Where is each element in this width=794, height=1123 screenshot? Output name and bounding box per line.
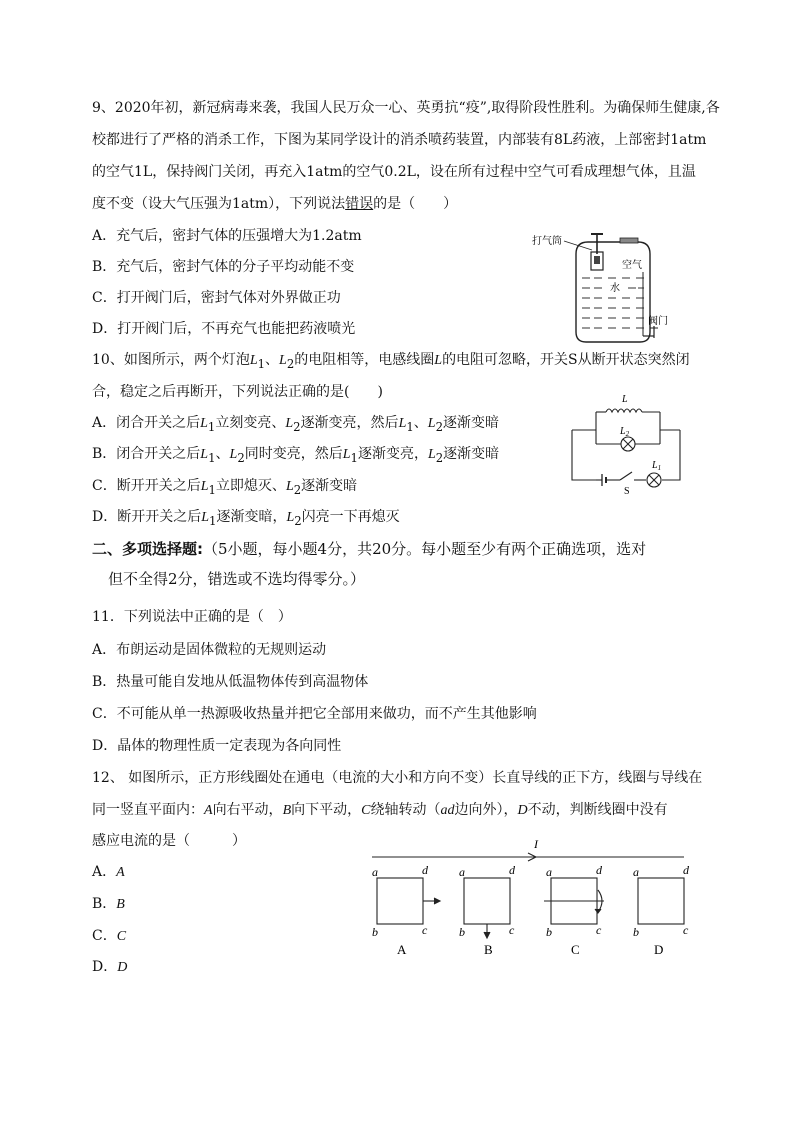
q11-option-b: B．热量可能自发地从低温物体传到高温物体 — [92, 674, 369, 690]
q12-option-b: B．B — [92, 896, 125, 912]
valve-label: 阀门 — [648, 316, 668, 327]
q12-line-3: 感应电流的是（ ） — [92, 833, 246, 849]
svg-text:b: b — [546, 925, 552, 939]
q10-option-c: C．断开开关之后$L_1$立即熄灭、$L_2$逐渐变暗 — [92, 478, 358, 497]
q10-option-a: A．闭合开关之后$L_1$立刻变亮、$L_2$逐渐变亮，然后$L_1$、$L_2$逐渐变暗 — [92, 415, 499, 434]
svg-text:c: c — [509, 923, 515, 937]
section-desc: （5小题，每小题4分，共20分。每小题至少有两个正确选项，选对 — [203, 540, 647, 558]
caption-b: B — [484, 942, 493, 957]
q9-line-4: 度不变（设大气压强为1atm），下列说法错误的是（ ） — [92, 196, 458, 212]
spray-device-figure — [528, 228, 678, 350]
q9-line-3: 的空气1L，保持阀门关闭，再充入1atm的空气0.2L，设在所有过程中空气可看成理想气体，且温 — [92, 164, 696, 180]
q10-option-d: D．断开开关之后$L_1$逐渐变暗，$L_2$闪亮一下再熄灭 — [92, 509, 400, 528]
current-label: I — [534, 837, 538, 851]
svg-text:c: c — [596, 923, 602, 937]
inductor-label: L — [622, 394, 628, 405]
q11-stem: 11．下列说法中正确的是（ ） — [92, 609, 292, 625]
q12-line-1: 12、 如图所示，正方形线圈处在通电（电流的大小和方向不变）长直导线的正下方，线圈与导线在 — [92, 770, 703, 786]
q12-option-c: C．C — [92, 928, 127, 944]
svg-text:a: a — [372, 865, 378, 879]
switch-label: S — [624, 486, 630, 497]
caption-a: A — [397, 942, 407, 957]
caption-d: D — [654, 942, 664, 957]
svg-text:c: c — [683, 923, 689, 937]
emphasis-underline: 错误 — [345, 196, 374, 212]
pump-label: 打气筒 — [532, 236, 562, 247]
svg-text:a: a — [633, 865, 639, 879]
water-label: 水 — [610, 283, 620, 294]
q12-line-2: 同一竖直平面内：A向右平动，B向下平动，C绕轴转动（ad边向外），D不动，判断线圈中没有 — [92, 802, 668, 818]
q9-line-1: 9、2020年初，新冠病毒来袭，我国人民万众一心、英勇抗“疫”,取得阶段性胜利。为确保师生健康,各 — [92, 100, 720, 116]
q10-option-b: B．闭合开关之后$L_1$、$L_2$同时变亮，然后$L_1$逐渐变亮，$L_2$逐渐变暗 — [92, 446, 500, 465]
svg-text:b: b — [459, 925, 465, 939]
svg-text:d: d — [422, 863, 428, 877]
wire-coil-figure — [368, 832, 688, 962]
q9-option-b: B．充气后，密封气体的分子平均动能不变 — [92, 259, 355, 275]
q11-option-d: D．晶体的物理性质一定表现为各向同性 — [92, 738, 342, 754]
q12-option-d: D．D — [92, 959, 128, 975]
q9-option-c: C．打开阀门后，密封气体对外界做正功 — [92, 290, 341, 306]
section-title: 二、多项选择题: — [92, 540, 203, 558]
caption-c: C — [571, 942, 580, 957]
lamp-l1-label: $L_1$ — [652, 460, 662, 472]
air-label: 空气 — [622, 260, 642, 271]
q9-option-a: A．充气后，密封气体的压强增大为1.2atm — [92, 228, 362, 244]
lamp-l2-label: $L_2$ — [620, 426, 630, 438]
section-header — [92, 538, 646, 560]
svg-text:c: c — [422, 923, 428, 937]
svg-text:a: a — [546, 865, 552, 879]
svg-text:d: d — [596, 863, 602, 877]
q10-line-1: 10、如图所示，两个灯泡$L_1$、$L_2$的电阻相等，电感线圈L的电阻可忽略，开关S从断开状态突然闭 — [92, 352, 690, 371]
circuit-figure — [566, 392, 686, 498]
svg-text:a: a — [459, 865, 465, 879]
svg-text:b: b — [633, 925, 639, 939]
q12-option-a: A．A — [92, 864, 125, 880]
q10-line-2: 合，稳定之后再断开，下列说法正确的是( ) — [92, 384, 383, 400]
q9-option-d: D．打开阀门后，不再充气也能把药液喷光 — [92, 321, 356, 337]
q9-line-2: 校都进行了严格的消杀工作，下图为某同学设计的消杀喷药装置，内部装有8L药液，上部密封1atm — [92, 132, 707, 148]
q11-option-a: A．布朗运动是固体微粒的无规则运动 — [92, 642, 327, 658]
svg-text:b: b — [372, 925, 378, 939]
svg-text:d: d — [683, 863, 689, 877]
section-desc-2: 但不全得2分，错选或不选均得零分。） — [108, 570, 366, 588]
q11-option-c: C．不可能从单一热源吸收热量并把它全部用来做功，而不产生其他影响 — [92, 706, 537, 722]
svg-text:d: d — [509, 863, 515, 877]
